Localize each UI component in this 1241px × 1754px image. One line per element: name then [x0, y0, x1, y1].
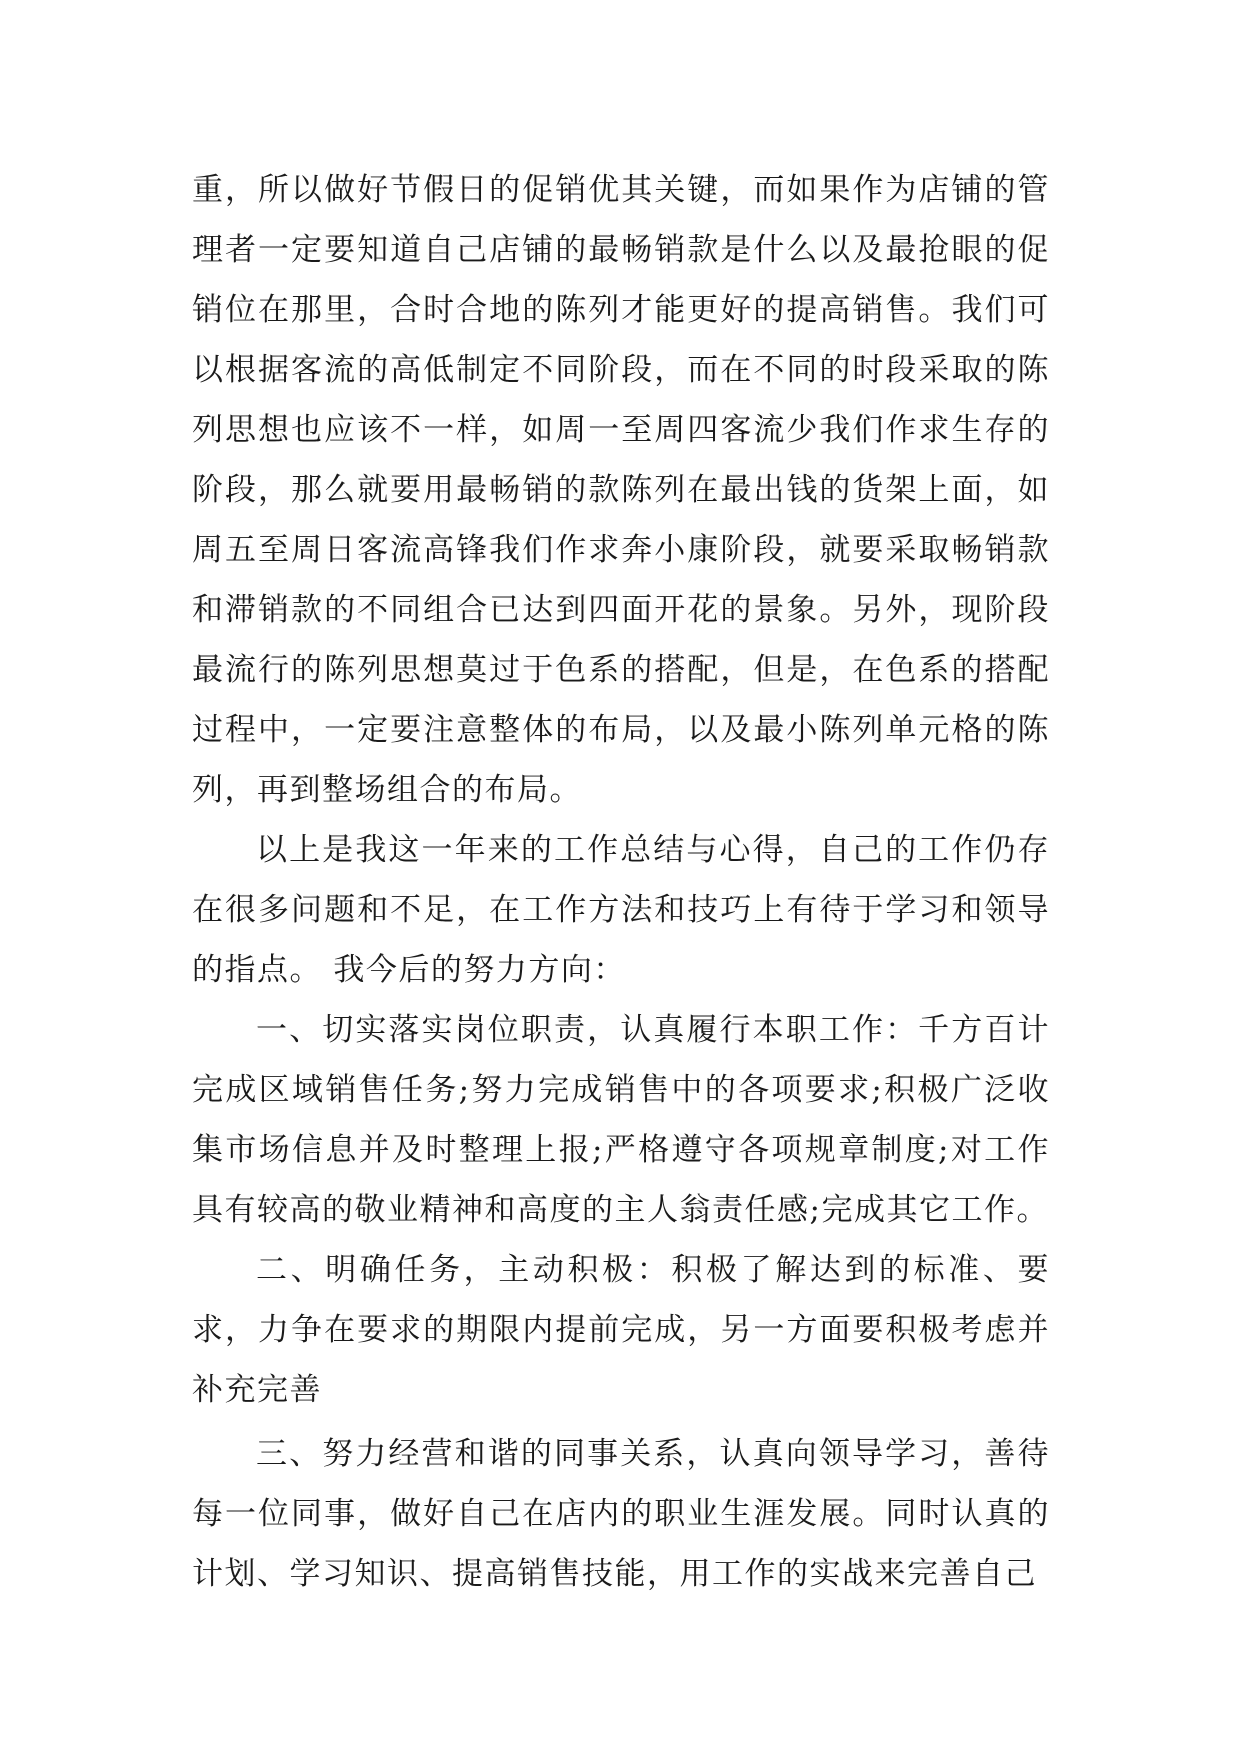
document-page — [192, 160, 1050, 1604]
display-paragraph: 重，所以做好节假日的促销优其关键，而如果作为店铺的管理者一定要知道自己店铺的最畅销款是什么以及最抢眼的促销位在那里，合时合地的陈列才能更好的提高销售。我们可以根据客流的高低制定不同阶段，而在不同的时段采取的陈列思想也应该不一样，如周一至周四客流少我们作求生存的阶段，那么就要用最畅销的款陈列在最出钱的货架上面，如周五至周日客流高锋我们作求奔小康阶段，就要采取畅销款和滞销款的不同组合已达到四面开花的景象。另外，现阶段最流行的陈列思想莫过于色系的搭配，但是，在色系的搭配过程中，一定要注意整体的布局，以及最小陈列单元格的陈列，再到整场组合的布局。 — [192, 172, 1050, 808]
direction-two-paragraph: 二、明确任务，主动积极：积极了解达到的标准、要求，力争在要求的期限内提前完成，另一方面要积极考虑并补充完善 — [192, 1252, 1050, 1408]
direction-one-paragraph: 一、切实落实岗位职责，认真履行本职工作：千方百计完成区域销售任务;努力完成销售中的各项要求;积极广泛收集市场信息并及时整理上报;严格遵守各项规章制度;对工作具有较高的敬业精神和高度的主人翁责任感;完成其它工作。 — [192, 1012, 1050, 1228]
summary-paragraph: 以上是我这一年来的工作总结与心得，自己的工作仍存在很多问题和不足，在工作方法和技巧上有待于学习和领导的指点。 我今后的努力方向： — [192, 832, 1050, 988]
direction-three-paragraph: 三、努力经营和谐的同事关系，认真向领导学习，善待每一位同事，做好自己在店内的职业生涯发展。同时认真的计划、学习知识、提高销售技能，用工作的实战来完善自己 — [192, 1436, 1050, 1592]
